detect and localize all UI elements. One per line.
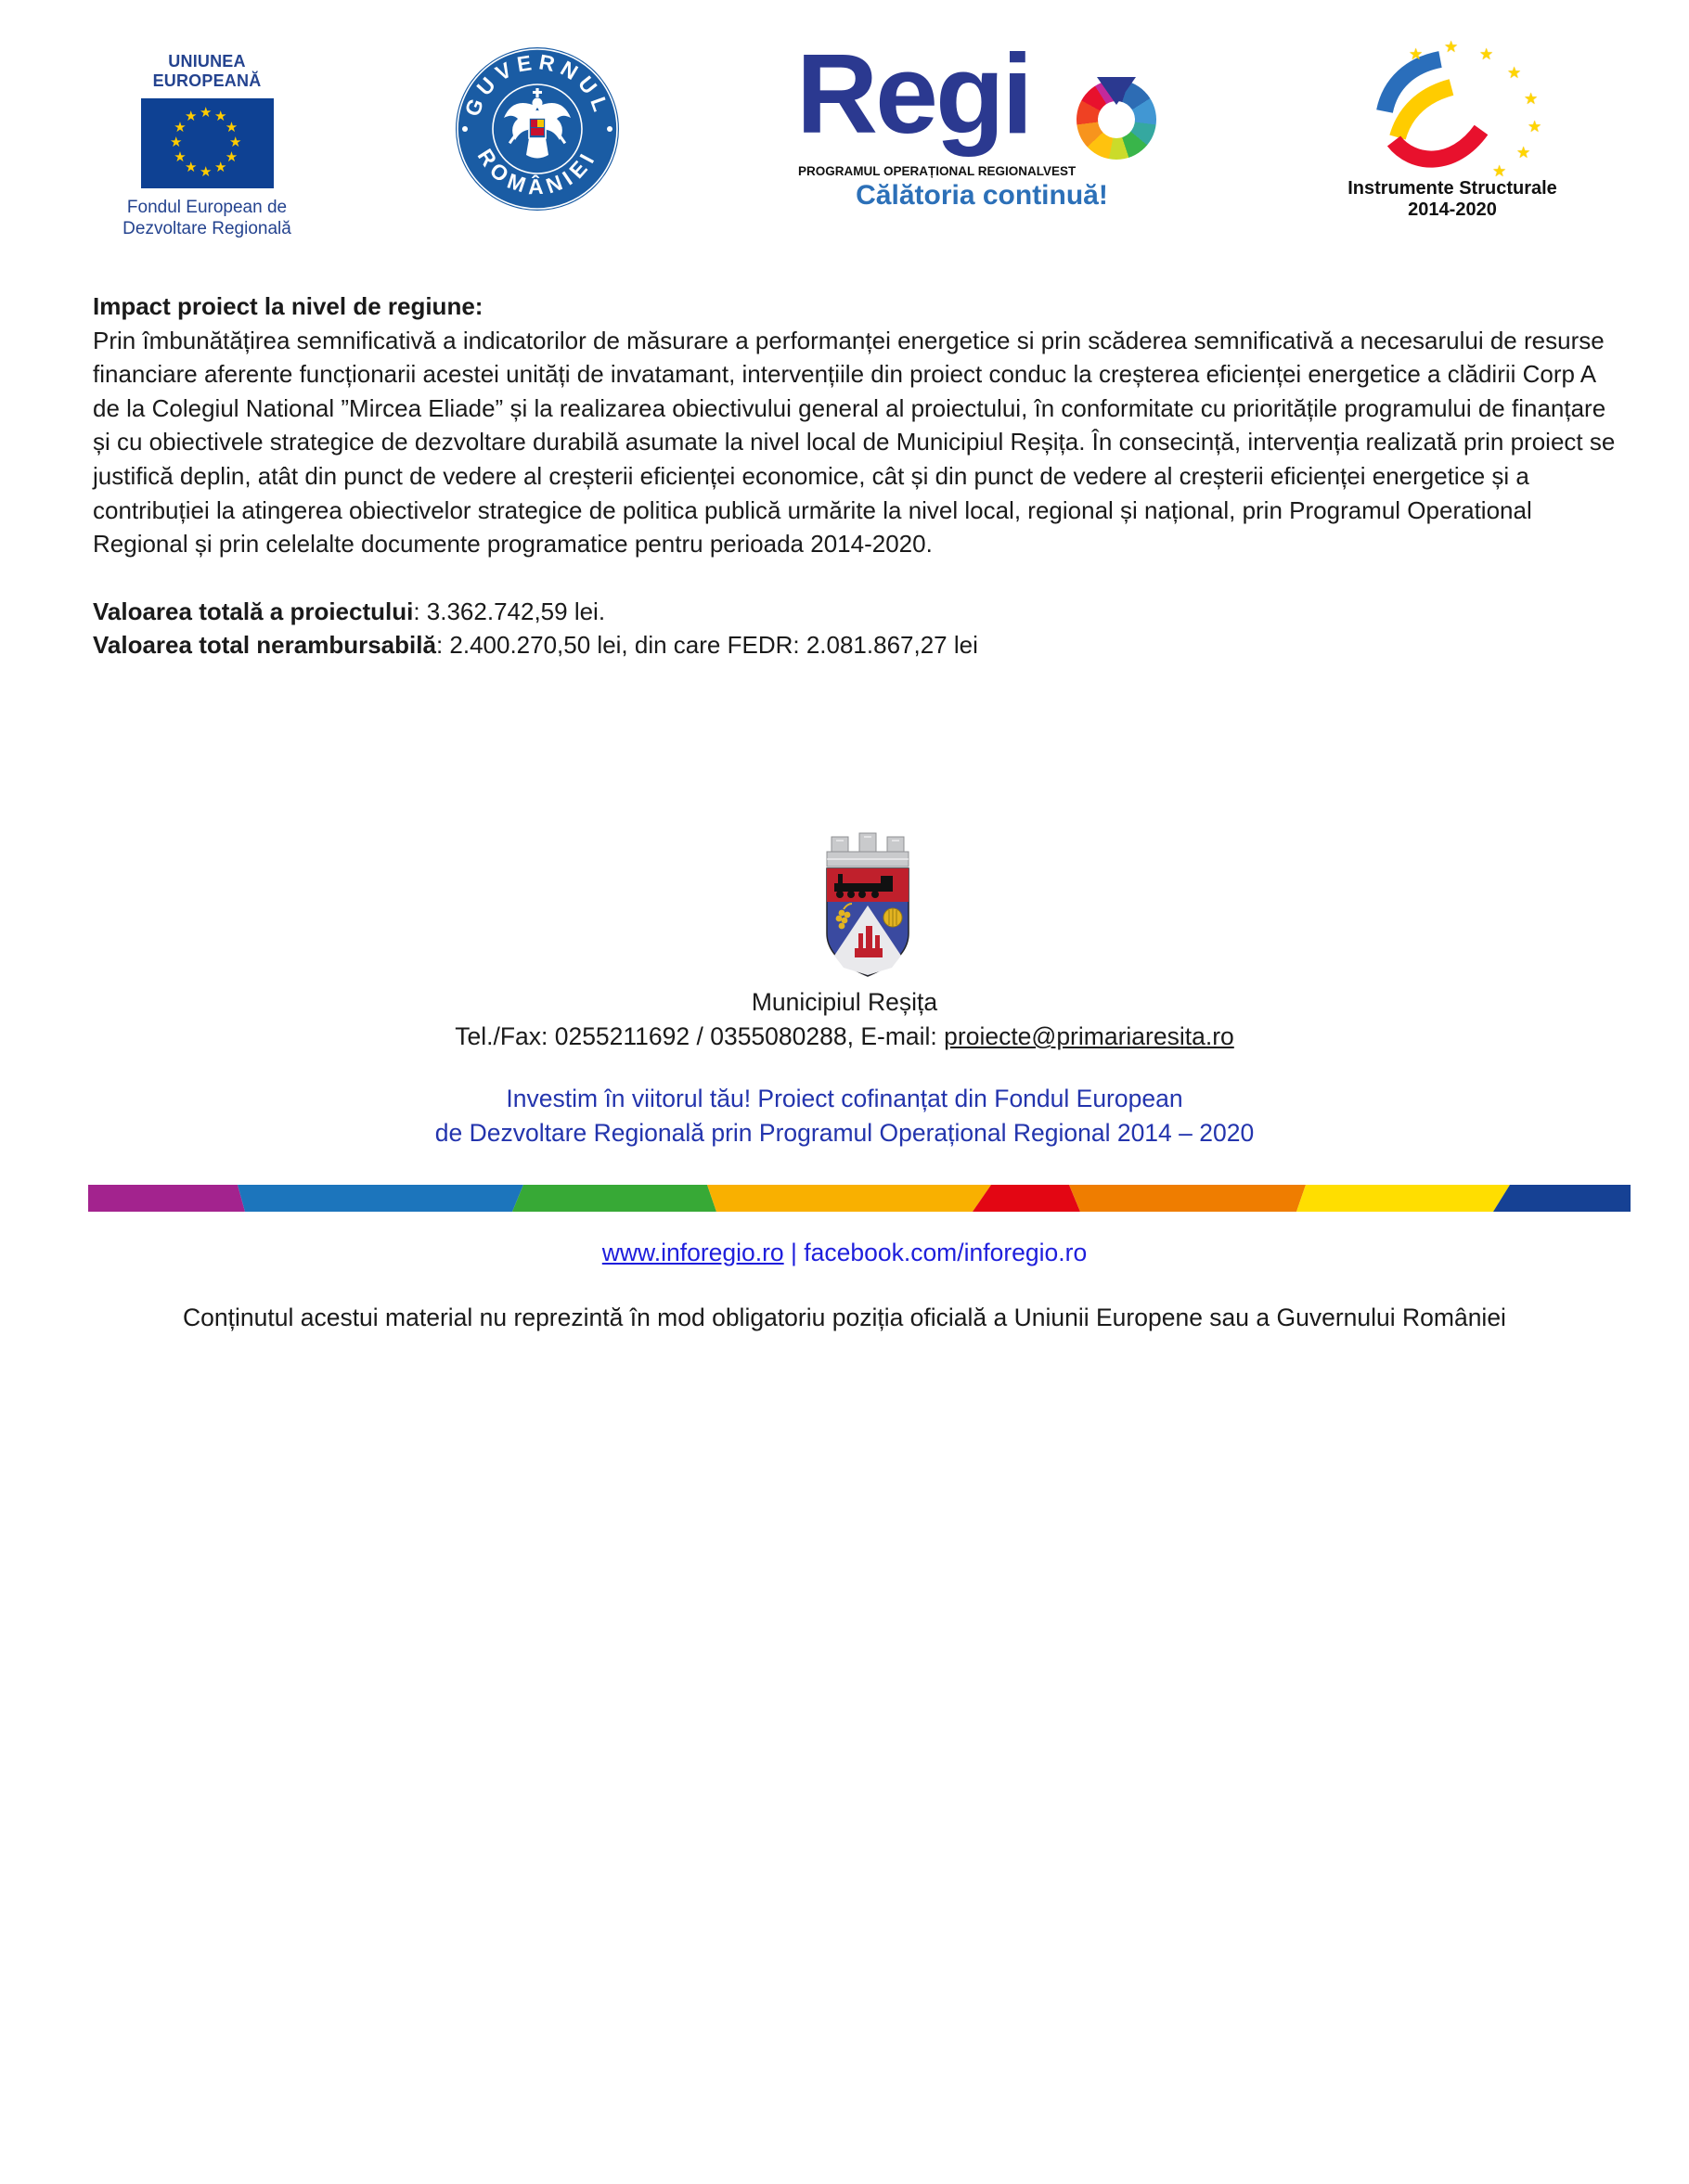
eu-logo-title: UNIUNEA EUROPEANĂ: [152, 52, 262, 90]
regio-wordmark: Regi: [796, 31, 1031, 157]
tel-fax-text: Tel./Fax: 0255211692 / 0355080288, E-mail:: [455, 1022, 945, 1050]
facebook-link[interactable]: facebook.com/inforegio.ro: [804, 1239, 1088, 1266]
regio-program-label: PROGRAMUL OPERAȚIONAL REGIONAL: [798, 164, 1045, 178]
structural-instruments-swoosh-icon: ★ ★ ★ ★ ★ ★ ★ ★: [1355, 41, 1550, 176]
contact-line: [0, 1020, 1689, 1053]
resita-coat-of-arms-icon: [819, 826, 916, 983]
email-link[interactable]: proiecte@primariaresita.ro: [944, 1022, 1234, 1050]
total-value-line: [93, 595, 1626, 629]
structural-instruments-title: Instrumente Structurale: [1347, 178, 1557, 199]
regio-color-wheel-icon: [1077, 80, 1156, 160]
impact-heading: Impact proiect la nivel de regiune:: [93, 292, 483, 320]
structural-instruments-logo: [1347, 38, 1557, 221]
municipality-name: Municipiul Reșița: [751, 988, 938, 1016]
links-line: [0, 1236, 1689, 1269]
invest-slogan-line1: Investim în viitorul tău! Proiect cofinanțat din Fondul European: [506, 1085, 1183, 1112]
eu-logo-subtitle-line2: Dezvoltare Regională: [122, 219, 291, 238]
eu-logo-subtitle-line1: Fondul European de: [126, 198, 288, 217]
links-separator: |: [783, 1239, 805, 1266]
structural-instruments-period: 2014-2020: [1408, 199, 1497, 220]
grant-value-label: Valoarea total nerambursabilă: [93, 631, 436, 660]
invest-slogan-line2: de Dezvoltare Regională prin Programul Operațional Regional 2014 – 2020: [434, 1119, 1255, 1147]
regio-color-bar: [88, 1185, 1631, 1212]
beehive-icon: [883, 908, 902, 927]
total-value-amount: : 3.362.742,59 lei.: [413, 597, 606, 625]
government-of-romania-seal-icon: [455, 46, 620, 212]
eu-logo-subtitle: [119, 197, 295, 239]
gov-seal-bottom-text: ROMÂNIEI: [472, 144, 602, 199]
regio-tagline: Călătoria continuă!: [856, 180, 1108, 211]
eu-flag-icon: ★ ★ ★ ★ ★ ★ ★ ★ ★ ★ ★ ★: [141, 98, 274, 188]
body-text: [93, 289, 1626, 662]
grant-value-line: [93, 628, 1626, 662]
total-value-label: Valoarea totală a proiectului: [93, 597, 414, 625]
project-values: [93, 595, 1626, 662]
gov-seal-top-text: GUVERNUL: [459, 49, 615, 120]
regio-logo: [796, 31, 1167, 213]
grant-value-amount: : 2.400.270,50 lei, din care FEDR: 2.081.867,27 lei: [435, 631, 978, 660]
disclaimer-text: Conținutul acestui material nu reprezintă în mod obligatoriu poziția oficială a Uniunii Europene sau a Guvernului României: [183, 1304, 1506, 1331]
regio-region-label: VEST: [1043, 164, 1077, 178]
eu-logo: [119, 52, 295, 239]
inforegio-link[interactable]: www.inforegio.ro: [601, 1239, 784, 1266]
impact-paragraph: Prin îmbunătățirea semnificativă a indicatorilor de măsurare a performanței energetice si prin scăderea semnificativă a necesarului de resurse financiare aferente funcționarii acestei unități de invatamant, intervențiile din proiect conduc la creșterea eficienței energetice a clădirii Corp A de la Colegiul National ”Mircea Eliade” și la realizarea obiectivului general al proiectului, în conformitate cu prioritățile programului de finanțare și cu obiectivele strategice de dezvoltare durabilă asumate la nivel local de Municipiul Reșița. În consecință, intervenția realizată prin proiect se justifică deplin, atât din punct de vedere al creșterii eficienței economice, cât și din punct de vedere al creșterii eficienței energetice și a contribuției la atingerea obiectivelor strategice de politica publică urmărite la nivel local, regional și național, prin Programul Operational Regional și prin celelalte documente programatice pentru perioada 2014-2020.: [93, 326, 1616, 559]
